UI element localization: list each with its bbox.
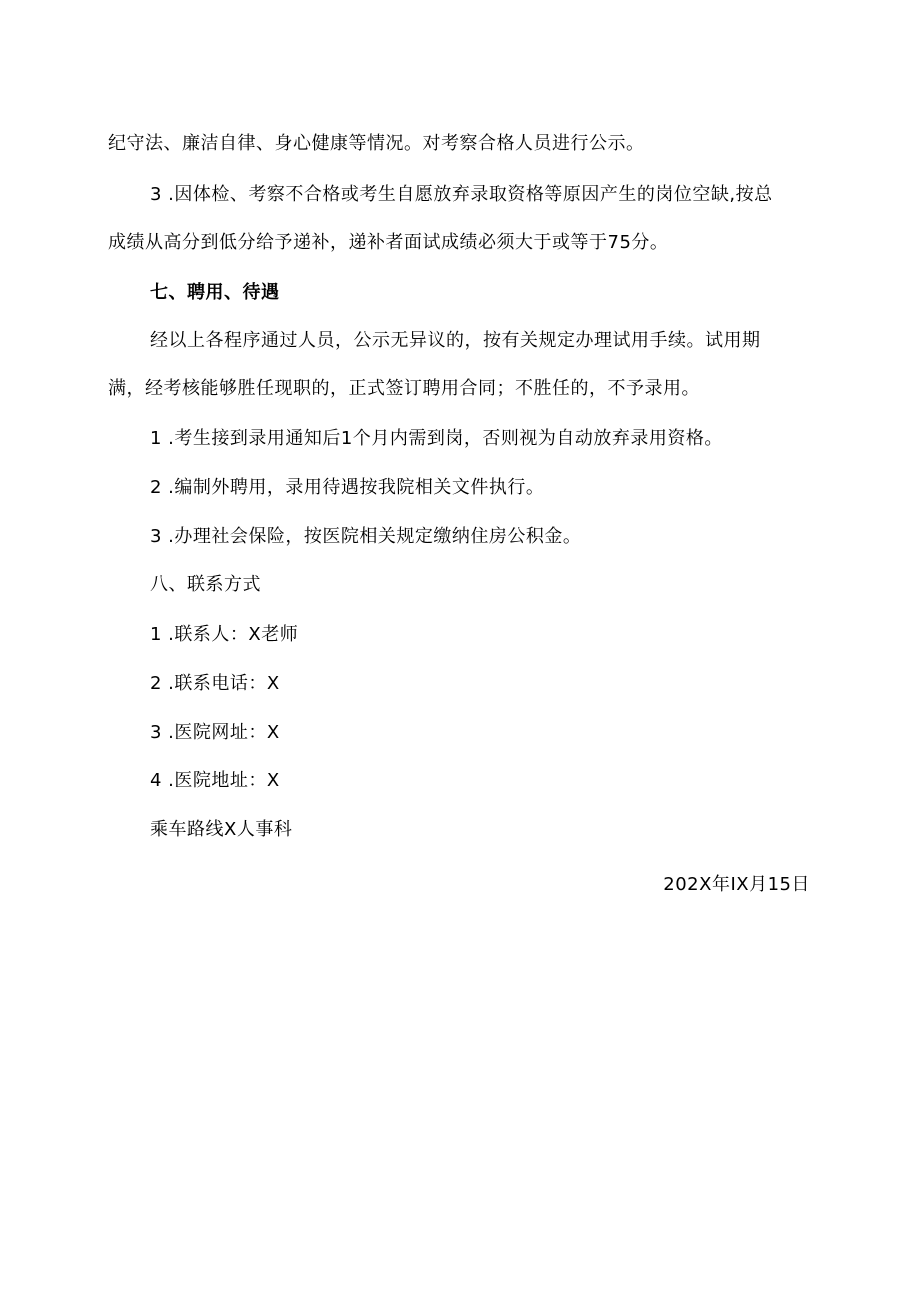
item-3-line-1: 3 .因体检、考察不合格或考生自愿放弃录取资格等原因产生的岗位空缺,按总 [150,184,773,205]
route-line: 乘车路线X人事科 [150,819,293,840]
section-8-item-2: 2 .联系电话：X [150,673,280,694]
section-8-item-1: 1 .联系人：X老师 [150,624,299,645]
section-7-item-2: 2 .编制外聘用，录用待遇按我院相关文件执行。 [150,477,545,498]
paragraph-continuation: 纪守法、廉洁自律、身心健康等情况。对考察合格人员进行公示。 [108,133,645,154]
document-date: 202X年IX月15日 [663,874,810,895]
section-7-paragraph-line-1: 经以上各程序通过人员，公示无异议的，按有关规定办理试用手续。试用期 [150,330,761,351]
section-8-heading: 八、联系方式 [150,574,261,595]
section-7-item-3: 3 .办理社会保险，按医院相关规定缴纳住房公积金。 [150,526,582,547]
section-7-heading: 七、聘用、待遇 [150,282,280,303]
section-8-item-3: 3 .医院网址：X [150,722,280,743]
item-3-line-2: 成绩从高分到低分给予递补，递补者面试成绩必须大于或等于75分。 [108,232,669,253]
section-7-item-1: 1 .考生接到录用通知后1个月内需到岗，否则视为自动放弃录用资格。 [150,428,723,449]
section-7-paragraph-line-2: 满，经考核能够胜任现职的，正式签订聘用合同；不胜任的，不予录用。 [108,378,700,399]
section-8-item-4: 4 .医院地址：X [150,770,280,791]
